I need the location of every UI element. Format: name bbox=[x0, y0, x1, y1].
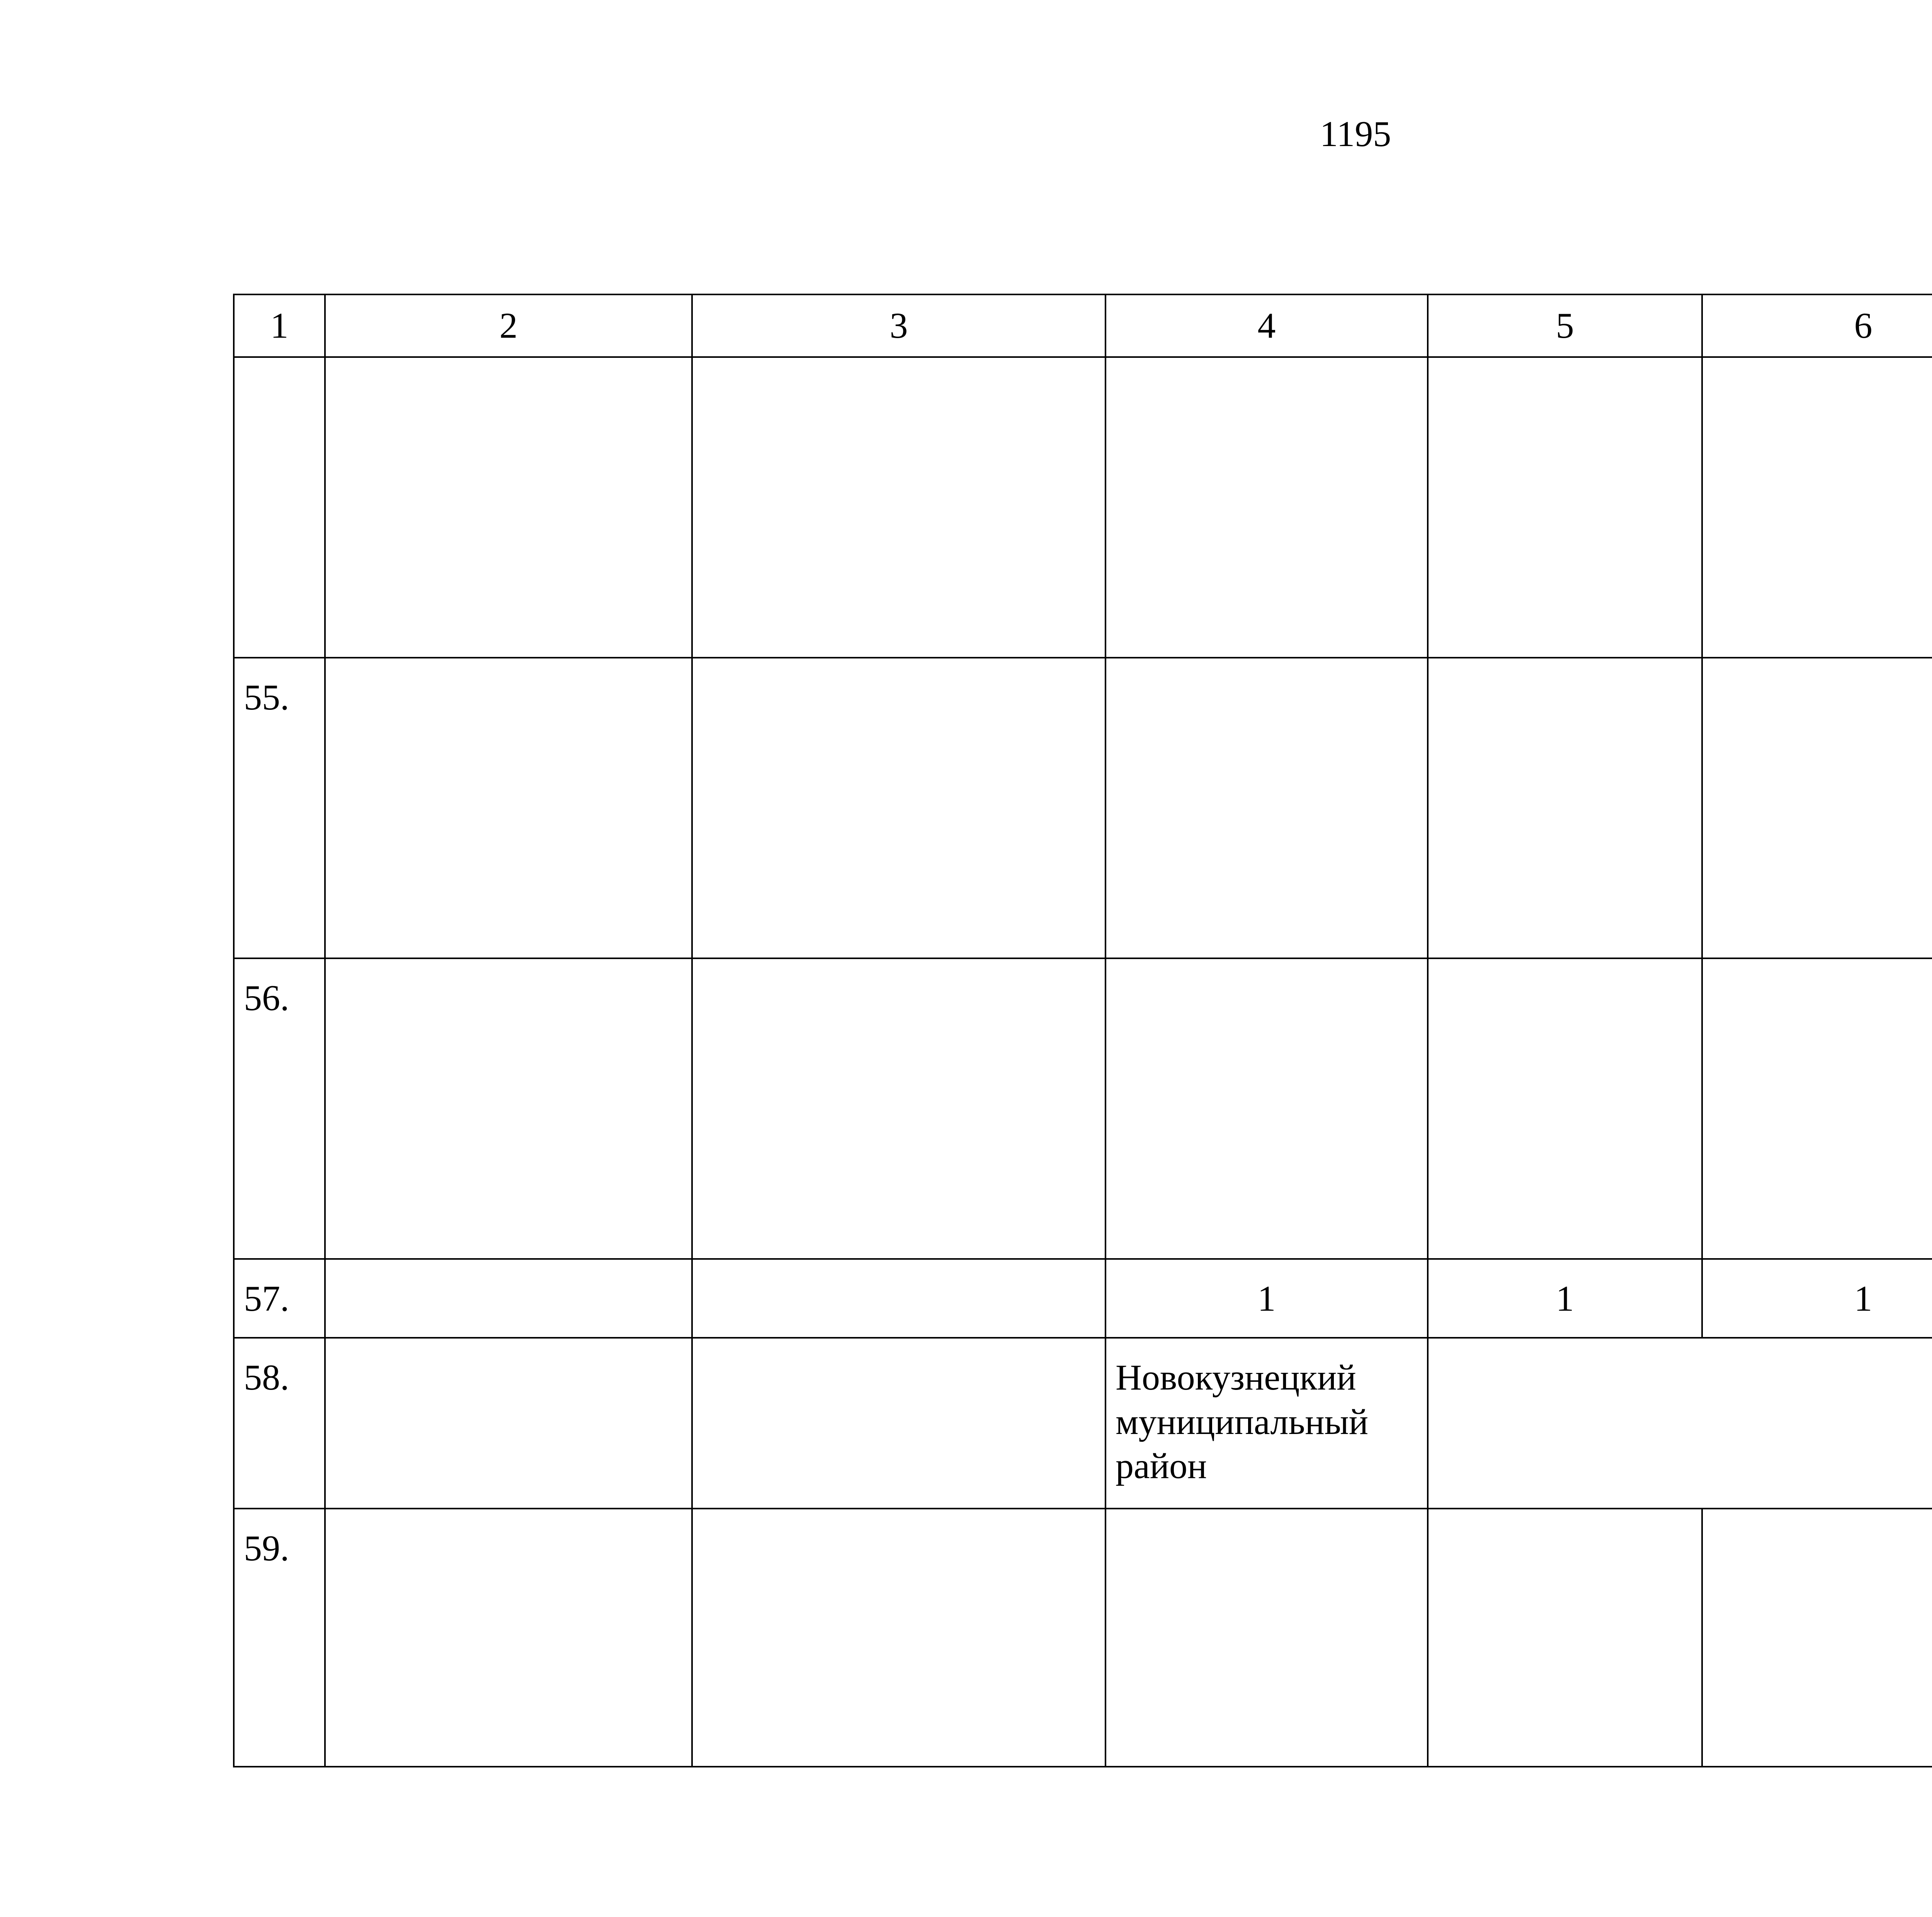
row-number-cell bbox=[234, 357, 325, 658]
page-number: 1195 bbox=[1320, 114, 1391, 154]
settlements-table bbox=[233, 294, 1932, 1767]
header-cell: 4 bbox=[1105, 294, 1428, 357]
table-cell bbox=[325, 658, 692, 958]
table-cell bbox=[692, 958, 1105, 1259]
table-cell bbox=[325, 958, 692, 1259]
table-cell bbox=[325, 1509, 692, 1767]
table-cell bbox=[692, 357, 1105, 658]
table-cell bbox=[1105, 357, 1428, 658]
table-row bbox=[234, 658, 1932, 958]
table-cell bbox=[692, 1259, 1105, 1338]
table-row bbox=[234, 357, 1932, 658]
total-cell: 1 bbox=[1105, 1259, 1428, 1338]
header-cell: 1 bbox=[234, 294, 325, 357]
row-number-cell: 57. bbox=[234, 1259, 325, 1338]
header-cell: 2 bbox=[325, 294, 692, 357]
row-number-cell: 56. bbox=[234, 958, 325, 1259]
table-cell bbox=[325, 1259, 692, 1338]
table-cell bbox=[1428, 1509, 1702, 1767]
total-cell: 1 bbox=[1428, 1259, 1702, 1338]
table-cell bbox=[1428, 658, 1702, 958]
table-cell bbox=[1428, 958, 1702, 1259]
header-cell: 6 bbox=[1702, 294, 1932, 357]
table-cell bbox=[1105, 1509, 1428, 1767]
table-row bbox=[234, 958, 1932, 1259]
table-cell bbox=[692, 1338, 1105, 1509]
table-cell bbox=[1105, 658, 1428, 958]
table-cell bbox=[1702, 1509, 1932, 1767]
total-cell: 1 bbox=[1702, 1259, 1932, 1338]
row-number-cell: 55. bbox=[234, 658, 325, 958]
district-cell: Новокузнецкий муниципальный район bbox=[1105, 1338, 1428, 1509]
table-cell bbox=[1105, 958, 1428, 1259]
table-row-totals bbox=[234, 1259, 1932, 1338]
merged-cell bbox=[1428, 1338, 1932, 1509]
table-cell bbox=[1702, 357, 1932, 658]
table-cell bbox=[692, 1509, 1105, 1767]
table-cell bbox=[325, 357, 692, 658]
table-row bbox=[234, 1509, 1932, 1767]
table-row-district bbox=[234, 1338, 1932, 1509]
header-cell: 5 bbox=[1428, 294, 1702, 357]
table-cell bbox=[1702, 658, 1932, 958]
row-number-cell: 58. bbox=[234, 1338, 325, 1509]
table-cell bbox=[692, 658, 1105, 958]
table-cell bbox=[1702, 958, 1932, 1259]
table-cell bbox=[325, 1338, 692, 1509]
row-number-cell: 59. bbox=[234, 1509, 325, 1767]
table-cell bbox=[1428, 357, 1702, 658]
header-cell: 3 bbox=[692, 294, 1105, 357]
table-header-row bbox=[234, 294, 1932, 357]
